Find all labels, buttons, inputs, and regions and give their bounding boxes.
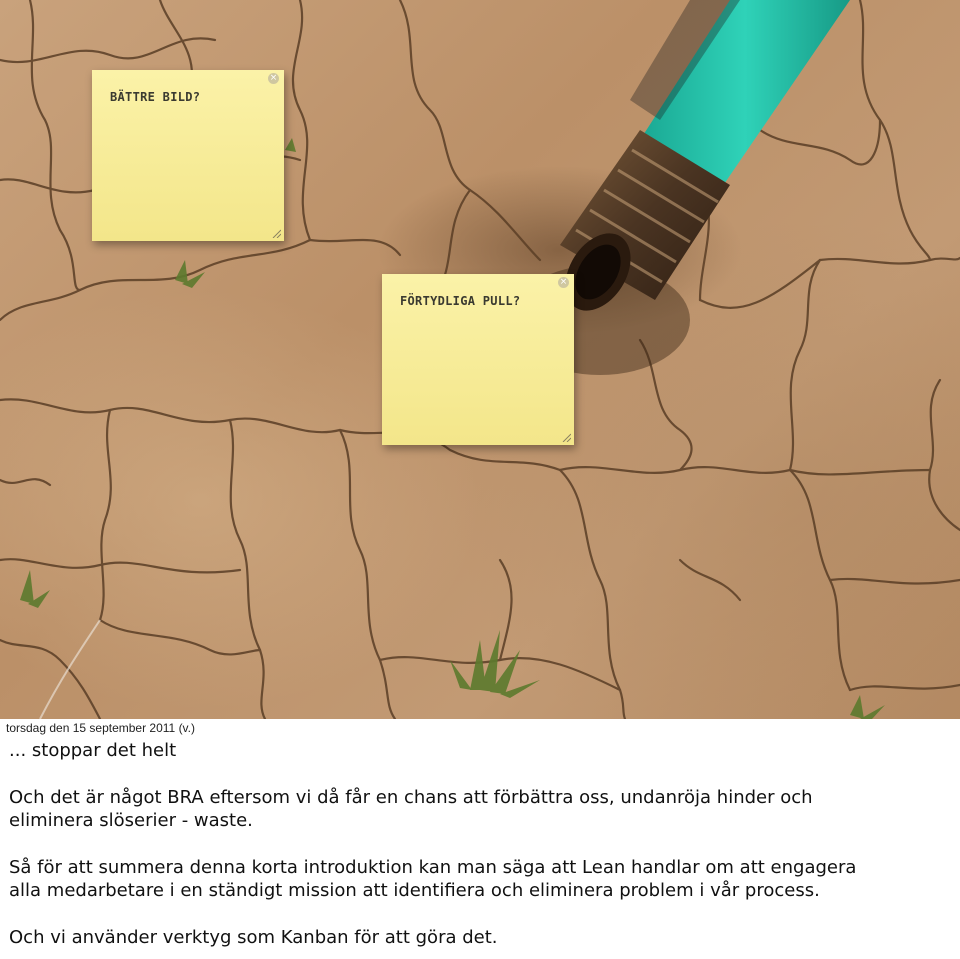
speaker-notes	[9, 739, 954, 949]
sticky-note-title: BÄTTRE BILD?	[110, 90, 201, 104]
notes-line: ... stoppar det helt	[9, 740, 177, 761]
sticky-note-fortydliga-pull[interactable]	[382, 274, 574, 445]
sticky-note-battre-bild[interactable]	[92, 70, 284, 241]
sticky-note-title: FÖRTYDLIGA PULL?	[400, 294, 521, 308]
close-icon[interactable]: ×	[269, 73, 278, 83]
notes-line: Så för att summera denna korta introduktion kan man säga att Lean handlar om att engagera	[9, 857, 857, 878]
notes-line: eliminera slöserier - waste.	[9, 810, 253, 831]
notes-line: alla medarbetare i en ständigt mission att identifiera och eliminera problem i vår process.	[9, 880, 820, 901]
resize-grip-icon[interactable]	[271, 228, 281, 238]
slide-timestamp: torsdag den 15 september 2011 (v.)	[6, 721, 195, 735]
notes-line: Och vi använder verktyg som Kanban för att göra det.	[9, 927, 498, 948]
resize-grip-icon[interactable]	[561, 432, 571, 442]
notes-line: Och det är något BRA eftersom vi då får en chans att förbättra oss, undanröja hinder och	[9, 787, 813, 808]
close-icon[interactable]: ×	[559, 277, 568, 287]
